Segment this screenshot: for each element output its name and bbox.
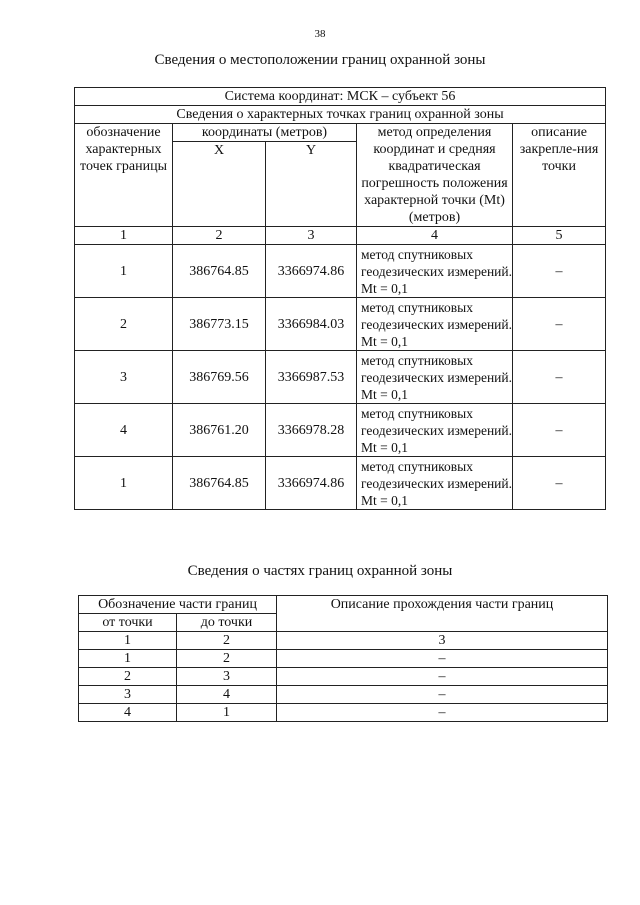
x-cell: 386773.15 — [173, 298, 266, 351]
table-row — [75, 457, 606, 510]
column-number: 1 — [75, 227, 173, 245]
y-cell: 3366987.53 — [266, 351, 357, 404]
boundary-parts-table — [78, 595, 608, 722]
header-coords: координаты (метров) — [173, 124, 357, 142]
description-cell: – — [277, 650, 608, 668]
boundary-points-table — [74, 87, 606, 510]
column-number: 2 — [173, 227, 266, 245]
to-cell: 2 — [177, 650, 277, 668]
point-cell: 2 — [75, 298, 173, 351]
description-cell: – — [513, 457, 606, 510]
from-cell: 4 — [79, 704, 177, 722]
table-row — [75, 245, 606, 298]
point-cell: 4 — [75, 404, 173, 457]
column-number: 1 — [79, 632, 177, 650]
x-cell: 386764.85 — [173, 245, 266, 298]
description-cell: – — [277, 668, 608, 686]
table-row — [79, 668, 608, 686]
header-point: обозначение характерных точек границы — [75, 124, 173, 227]
method-cell: метод спутниковых геодезических измерений. Mt = 0,1 — [357, 457, 513, 510]
description-cell: – — [513, 404, 606, 457]
method-cell: метод спутниковых геодезических измерений. Mt = 0,1 — [357, 404, 513, 457]
table-row — [75, 298, 606, 351]
to-cell: 3 — [177, 668, 277, 686]
header-method: метод определения координат и средняя квадратическая погрешность положения характерной точки (Mt) (метров) — [357, 124, 513, 227]
table-row — [79, 650, 608, 668]
x-cell: 386764.85 — [173, 457, 266, 510]
coord-system-cell: Система координат: МСК – субъект 56 — [75, 88, 606, 106]
y-cell: 3366974.86 — [266, 245, 357, 298]
point-cell: 1 — [75, 245, 173, 298]
column-number: 4 — [357, 227, 513, 245]
header-y: Y — [266, 142, 357, 227]
table-row — [75, 351, 606, 404]
column-number: 3 — [266, 227, 357, 245]
to-cell: 4 — [177, 686, 277, 704]
column-number: 5 — [513, 227, 606, 245]
description-cell: – — [277, 686, 608, 704]
method-cell: метод спутниковых геодезических измерений. Mt = 0,1 — [357, 245, 513, 298]
header-to: до точки — [177, 614, 277, 632]
table-row — [75, 404, 606, 457]
header-description: Описание прохождения части границ — [277, 596, 608, 632]
table-row — [79, 686, 608, 704]
method-cell: метод спутниковых геодезических измерений. Mt = 0,1 — [357, 351, 513, 404]
header-part: Обозначение части границ — [79, 596, 277, 614]
point-cell: 3 — [75, 351, 173, 404]
to-cell: 1 — [177, 704, 277, 722]
from-cell: 2 — [79, 668, 177, 686]
y-cell: 3366974.86 — [266, 457, 357, 510]
column-number: 3 — [277, 632, 608, 650]
y-cell: 3366984.03 — [266, 298, 357, 351]
header-from: от точки — [79, 614, 177, 632]
description-cell: – — [513, 298, 606, 351]
column-number: 2 — [177, 632, 277, 650]
description-cell: – — [277, 704, 608, 722]
from-cell: 1 — [79, 650, 177, 668]
table-row — [79, 704, 608, 722]
method-cell: метод спутниковых геодезических измерений. Mt = 0,1 — [357, 298, 513, 351]
x-cell: 386769.56 — [173, 351, 266, 404]
description-cell: – — [513, 351, 606, 404]
point-cell: 1 — [75, 457, 173, 510]
header-x: X — [173, 142, 266, 227]
header-description: описание закрепле-ния точки — [513, 124, 606, 227]
section-title-boundaries: Сведения о местоположении границ охранной зоны — [154, 52, 486, 68]
from-cell: 3 — [79, 686, 177, 704]
description-cell: – — [513, 245, 606, 298]
y-cell: 3366978.28 — [266, 404, 357, 457]
table-subtitle-cell: Сведения о характерных точках границ охранной зоны — [75, 106, 606, 124]
page-number: 38 — [314, 28, 326, 40]
section-title-parts: Сведения о частях границ охранной зоны — [187, 563, 453, 579]
x-cell: 386761.20 — [173, 404, 266, 457]
